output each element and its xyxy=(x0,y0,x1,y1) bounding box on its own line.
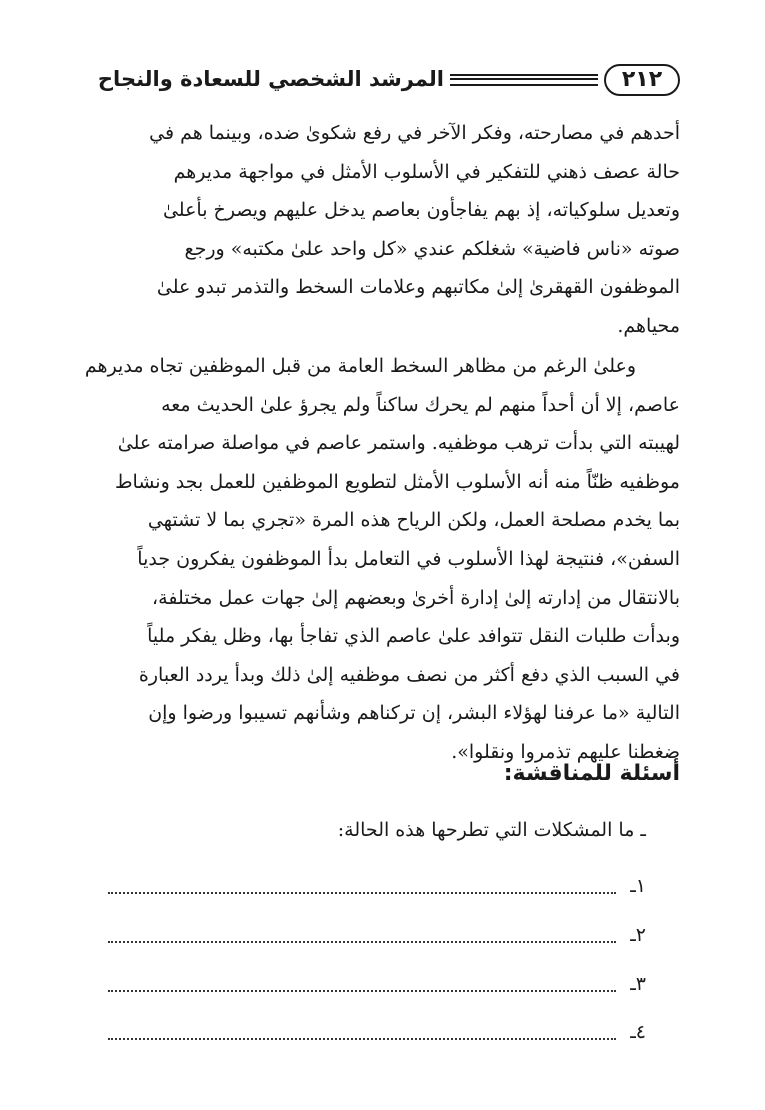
answer-line-3 xyxy=(108,959,646,1008)
answer-number: ٢ـ xyxy=(630,924,646,947)
text-line: موظفيه ظنّاً منه أنه الأسلوب الأمثل لتطويع الموظفين للعمل بجد ونشاط xyxy=(114,470,680,493)
text-line: أحدهم في مصارحته، وفكر الآخر في رفع شكوىٰ ضده، وبينما هم في xyxy=(149,122,680,144)
text-line: صوته «ناس فاضية» شغلكم عندي «كل واحد علىٰ مكتبه» ورجع xyxy=(184,237,680,260)
answer-number: ٤ـ xyxy=(630,1021,646,1044)
book-title: المرشد الشخصي للسعادة والنجاح xyxy=(97,67,444,91)
text-line: الموظفون القهقرىٰ إلىٰ مكاتبهم وعلامات السخط والتذمر تبدو علىٰ xyxy=(156,276,680,299)
text-line: بما يخدم مصلحة العمل، ولكن الرياح هذه المرة «تجري بما لا تشتهي xyxy=(147,509,680,532)
text-line: لهيبته التي بدأت ترهب موظفيه. واستمر عاصم في مواصلة صرامته علىٰ xyxy=(117,432,680,455)
answer-line-4 xyxy=(108,1008,646,1057)
answer-number: ١ـ xyxy=(630,875,646,898)
text-line: عاصم، إلا أن أحداً منهم لم يحرك ساكناً ولم يجرؤ علىٰ الحديث معه xyxy=(161,393,680,416)
dotted-answer-blank xyxy=(108,1036,616,1040)
answer-number: ٣ـ xyxy=(630,972,646,995)
dotted-answer-blank xyxy=(108,939,616,943)
text-line: وعلىٰ الرغم من مظاهر السخط العامة من قبل الموظفين تجاه مديرهم xyxy=(84,355,636,377)
text-line: بالانتقال من إدارته إلىٰ إدارة أخرىٰ وبعضهم إلىٰ جهات عمل مختلفة، xyxy=(152,586,680,609)
text-line: في السبب الذي دفع أكثر من نصف موظفيه إلىٰ ذلك وبدأ يردد العبارة xyxy=(138,663,680,686)
header-rule xyxy=(450,74,598,86)
discussion-question: ـ ما المشكلات التي تطرحها هذه الحالة: xyxy=(337,819,646,841)
discussion-heading: أسئلة للمناقشة: xyxy=(503,761,680,786)
dotted-answer-blank xyxy=(108,988,616,992)
text-line: محياهم. xyxy=(617,314,680,337)
answer-lines xyxy=(108,862,646,1057)
dotted-answer-blank xyxy=(108,890,616,894)
page-header xyxy=(84,62,680,102)
text-line: وتعديل سلوكياته، إذ بهم يفاجأون بعاصم يدخل عليهم ويصرخ بأعلىٰ xyxy=(162,199,680,222)
text-line: حالة عصف ذهني للتفكير في الأسلوب الأمثل في مواجهة مديرهم xyxy=(173,160,680,183)
answer-line-1 xyxy=(108,862,646,911)
page-number: ٢١٢ xyxy=(604,64,680,96)
text-line: التالية «ما عرفنا لهؤلاء البشر، إن تركناهم وشأنهم تسيبوا ورضوا وإن xyxy=(148,702,680,725)
text-line: ضغطنا عليهم تذمروا ونقلوا». xyxy=(451,740,680,763)
text-line: السفن»، فنتيجة لهذا الأسلوب في التعامل بدأ الموظفون يفكرون جدياً xyxy=(137,547,680,570)
paragraph-1 xyxy=(84,114,680,346)
answer-line-2 xyxy=(108,911,646,960)
text-line: وبدأت طلبات النقل تتوافد علىٰ عاصم الذي تفاجأ بها، وظل يفكر ملياً xyxy=(147,625,680,648)
paragraph-2 xyxy=(84,347,680,772)
